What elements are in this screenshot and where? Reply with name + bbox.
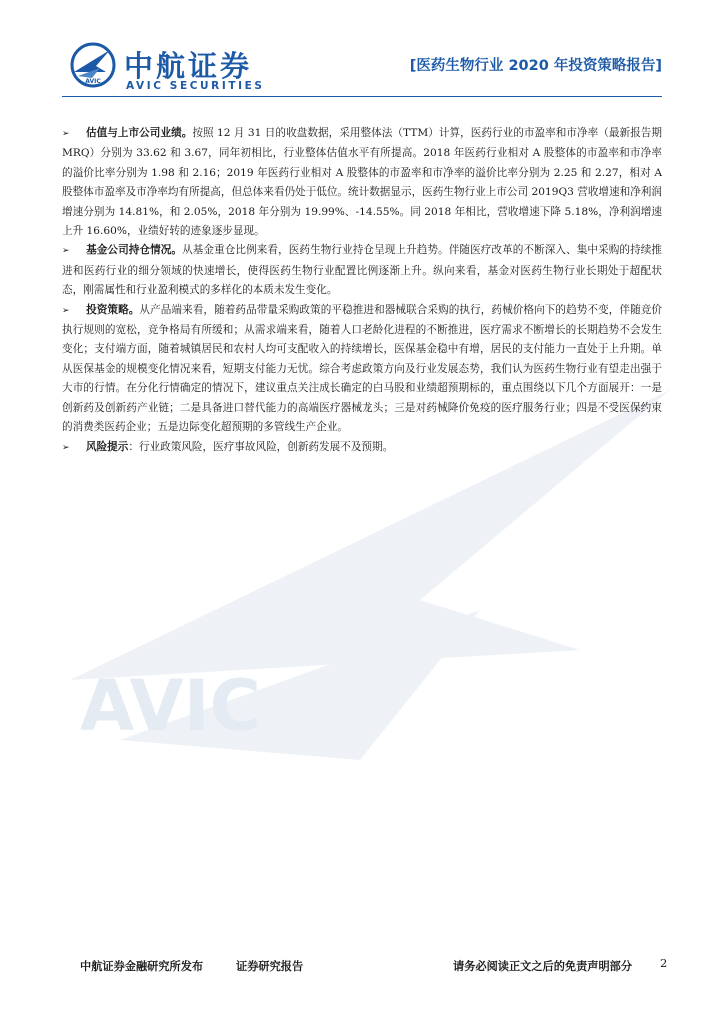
page-number: 2 [660,956,668,970]
page-header [0,0,724,100]
paragraph-lead: 基金公司持仓情况。 [86,244,183,257]
avic-logo-icon [70,42,116,88]
arrow-bullet-icon: ➢ [62,442,70,453]
watermark-text: AVIC [80,665,262,747]
paragraph-text: 按照 12 月 31 日的收盘数据，采用整体法（TTM）计算，医药行业的市盈率和市净率（最新报告期MRQ）分别为 33.62 和 3.67，同年初相比，行业整体估值水平有所提高。2018 年医药行业相对 A 股整体的市盈率和市净率的溢价比率分别为 1.98 和 2.16；2019 年医药行业相对 A 股整体的市盈率和市净率的溢价比率分别为 2.25 和 2.27，相对 A 股整体市盈率及市净率均有所提高，但总体来看仍处于低位。统计数据显示，医药生物行业上市公司 2019Q3 营收增速和净利润增速分别为 14.81%，和 2.05%，2018 年分别为 19.99%、-14.55%。同 2018 年相比，营收增速下降 5.18%，净利润增速上升 16.60%，业绩好转的迹象逐步显现。 [62,127,663,238]
paragraph-text: ：行业政策风险，医疗事故风险，创新药发展不及预期。 [128,440,394,453]
page-footer [0,958,724,988]
paragraph-risk [62,438,662,458]
header-divider [62,96,662,97]
paragraph-valuation [62,124,662,241]
arrow-bullet-icon: ➢ [62,129,70,139]
footer-disclaimer: 请务必阅读正文之后的免责声明部分 [453,960,633,973]
paragraph-lead: 风险提示 [86,440,129,453]
paragraph-lead: 估值与上市公司业绩。 [86,127,193,139]
paragraph-text: 从基金重仓比例来看，医药生物行业持仓呈现上升趋势。伴随医疗改革的不断深入、集中采购的持续推进和医药行业的细分领域的快速增长，使得医药生物行业配置比例逐渐上升。纵向来看，基金对医药生物行业长期处于超配状态，刚需属性和行业盈利模式的多样化的本质未发生变化。 [62,244,663,297]
footer-publisher: 中航证券金融研究所发布 [80,960,204,973]
report-body [62,124,662,458]
paragraph-strategy [62,301,662,438]
arrow-bullet-icon: ➢ [62,305,70,316]
paragraph-lead: 投资策略。 [86,303,140,316]
report-title: [医药生物行业 2020 年投资策略报告] [409,58,662,74]
arrow-bullet-icon: ➢ [62,246,70,257]
brand-name-cn: 中航证券 [124,49,253,83]
paragraph-fund-holdings [62,241,662,300]
brand-name-en: AVIC SECURITIES [126,80,265,92]
paragraph-text: 从产品端来看，随着药品带量采购政策的平稳推进和器械联合采购的执行，药械价格向下的趋势不变，伴随竞价执行规则的宽松，竞争格局有所缓和；从需求端来看，随着人口老龄化进程的不断推进，医疗需求不断增长的长期趋势不会发生变化；支付端方面，随着城镇居民和农村人均可支配收入的持续增长，医保基金稳中有增，居民的支付能力一直处于上升期。单从医保基金的规模变化情况来看，短期支付能力无忧。综合考虑政策方向及行业发展态势，我们认为医药生物行业有望走出强于大市的行情。在分化行情确定的情况下，建议重点关注成长确定的白马股和业绩超预期标的，重点围绕以下几个方面展开：一是创新药及创新药产业链；二是具备进口替代能力的高端医疗器械龙头；三是对药械降价免疫的医疗服务行业；四是不受医保约束的消费类医药企业；五是边际变化超预期的多管线生产企业。 [62,303,662,434]
svg-text:AVIC: AVIC [85,78,101,85]
footer-report-type: 证券研究报告 [236,960,304,973]
